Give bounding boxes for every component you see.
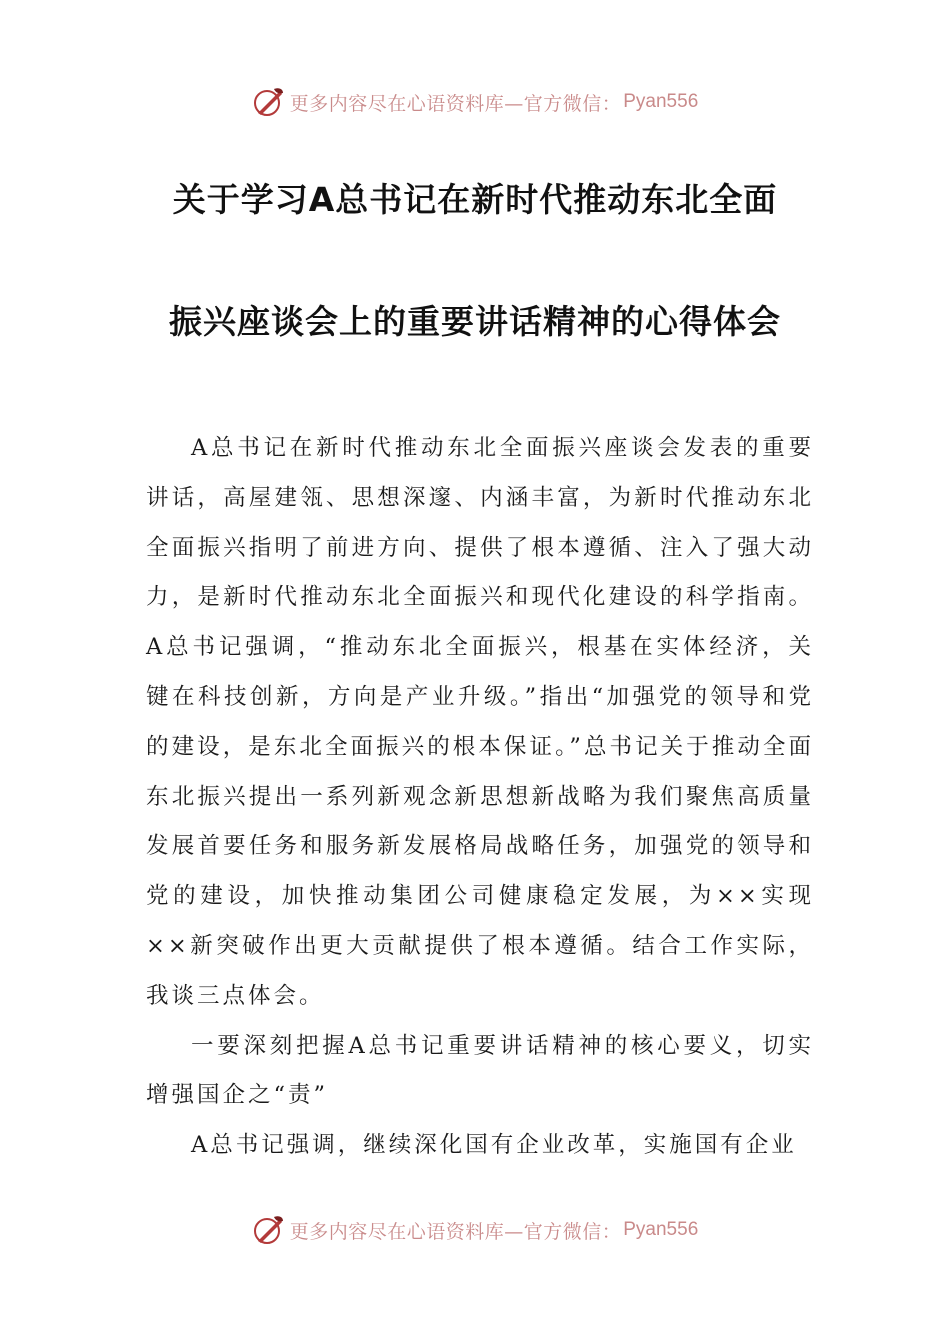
quill-pen-icon bbox=[252, 1213, 286, 1247]
paragraph-section-heading: 一要深刻把握A总书记重要讲话精神的核心要义，切实增强国企之“责” bbox=[146, 1032, 814, 1109]
document-title-line-2: 振兴座谈会上的重要讲话精神的心得体会 bbox=[169, 302, 781, 341]
watermark-text: 更多内容尽在心语资料库—官方微信： bbox=[289, 1220, 622, 1243]
quill-pen-icon bbox=[252, 85, 286, 119]
watermark-wechat-id: Pyan556 bbox=[623, 1219, 699, 1240]
paragraph-intro: A总书记在新时代推动东北全面振兴座谈会发表的重要讲话，高屋建瓴、思想深邃、内涵丰富，为新时代推动东北全面振兴指明了前进方向、提供了根本遵循、注入了强大动力，是新时代推动东北全面振兴和现代化建设的科学指南。A总书记强调，“推动东北全面振兴，根基在实体经济，关键在科技创新，方向是产业升级。”指出“加强党的领导和党的建设，是东北全面振兴的根本保证。”总书记关于推动全面东北振兴提出一系列新观念新思想新战略为我们聚焦高质量发展首要任务和服务新发展格局战略任务，加强党的领导和党的建设，加快推动集团公司健康稳定发展，为××实现××新突破作出更大贡献提供了根本遵循。结合工作实际，我谈三点体会。 bbox=[146, 435, 814, 1009]
watermark-wechat-id: Pyan556 bbox=[623, 91, 699, 112]
watermark-banner-top bbox=[0, 82, 950, 122]
watermark-text: 更多内容尽在心语资料库—官方微信： bbox=[289, 92, 622, 115]
watermark-banner-bottom bbox=[0, 1210, 950, 1250]
document-body bbox=[146, 424, 814, 1171]
document-title-line-1: 关于学习A总书记在新时代推动东北全面 bbox=[172, 180, 778, 219]
paragraph-section-start: A总书记强调，继续深化国有企业改革，实施国有企业 bbox=[191, 1132, 797, 1159]
